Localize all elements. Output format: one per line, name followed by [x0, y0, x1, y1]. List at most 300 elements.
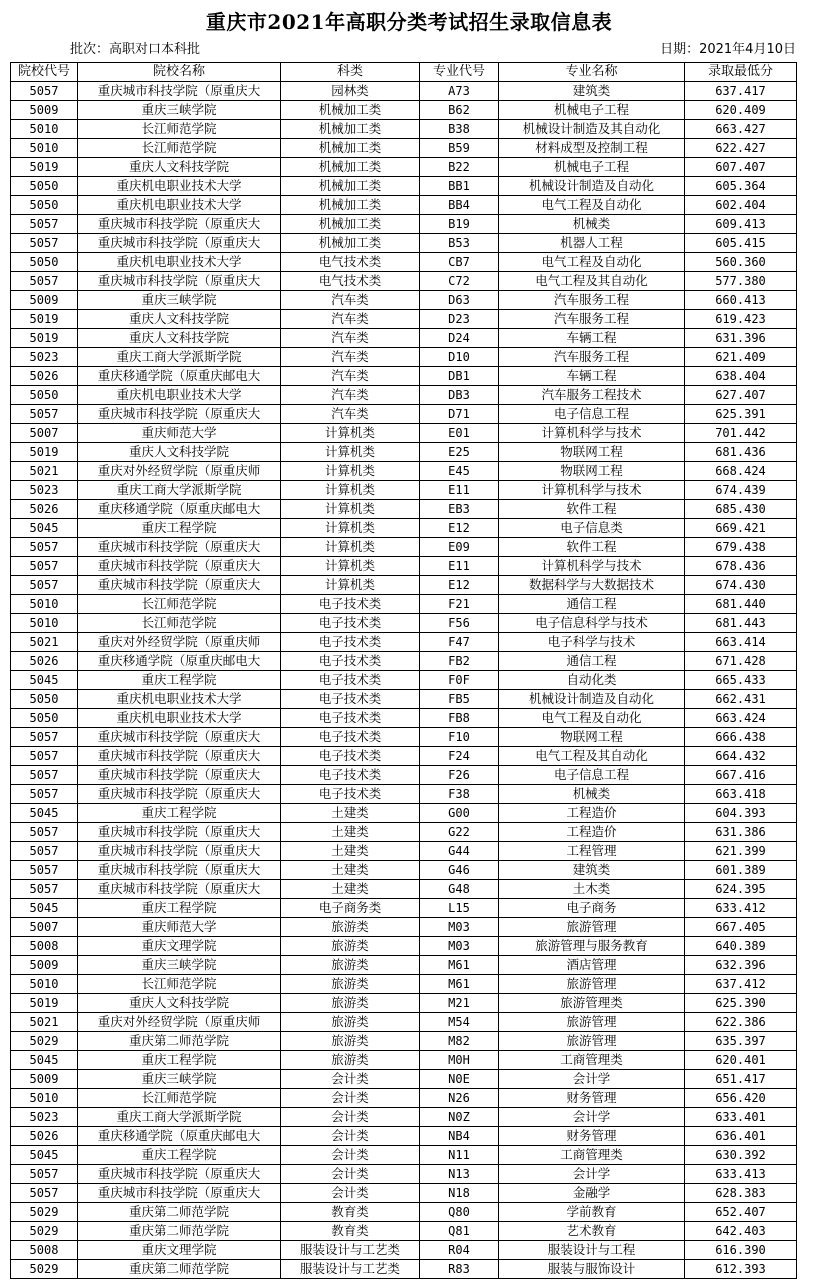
school-code-cell: 5057 [11, 538, 78, 557]
major-name-cell: 旅游管理 [499, 918, 685, 937]
school-name-cell: 长江师范学院 [78, 120, 281, 139]
table-row [11, 557, 797, 576]
min-score-cell: 605.364 [685, 177, 797, 196]
category-cell: 机械加工类 [281, 234, 420, 253]
min-score-cell: 674.430 [685, 576, 797, 595]
min-score-cell: 609.413 [685, 215, 797, 234]
school-code-cell: 5019 [11, 994, 78, 1013]
major-name-cell: 计算机科学与技术 [499, 424, 685, 443]
major-name-cell: 机械设计制造及自动化 [499, 690, 685, 709]
major-code-cell: DB1 [420, 367, 499, 386]
major-code-cell: F47 [420, 633, 499, 652]
table-row [11, 785, 797, 804]
min-score-cell: 685.430 [685, 500, 797, 519]
major-name-cell: 汽车服务工程技术 [499, 386, 685, 405]
category-cell: 土建类 [281, 880, 420, 899]
min-score-cell: 625.391 [685, 405, 797, 424]
school-name-cell: 长江师范学院 [78, 614, 281, 633]
table-row [11, 538, 797, 557]
min-score-cell: 637.417 [685, 82, 797, 101]
table-row [11, 671, 797, 690]
table-row [11, 1222, 797, 1241]
min-score-cell: 577.380 [685, 272, 797, 291]
school-code-cell: 5010 [11, 1089, 78, 1108]
school-name-cell: 重庆三峡学院 [78, 956, 281, 975]
category-cell: 土建类 [281, 804, 420, 823]
school-code-cell: 5026 [11, 652, 78, 671]
table-row [11, 481, 797, 500]
major-name-cell: 财务管理 [499, 1089, 685, 1108]
major-name-cell: 酒店管理 [499, 956, 685, 975]
category-cell: 电气技术类 [281, 253, 420, 272]
major-code-cell: E11 [420, 481, 499, 500]
table-row [11, 1108, 797, 1127]
major-code-cell: N18 [420, 1184, 499, 1203]
table-row [11, 1203, 797, 1222]
header-school-code: 院校代号 [11, 63, 78, 82]
min-score-cell: 620.409 [685, 101, 797, 120]
min-score-cell: 637.412 [685, 975, 797, 994]
table-row [11, 595, 797, 614]
school-name-cell: 重庆机电职业技术大学 [78, 690, 281, 709]
school-code-cell: 5057 [11, 823, 78, 842]
school-code-cell: 5019 [11, 329, 78, 348]
major-code-cell: D10 [420, 348, 499, 367]
major-code-cell: G46 [420, 861, 499, 880]
school-name-cell: 重庆第二师范学院 [78, 1260, 281, 1279]
category-cell: 机械加工类 [281, 139, 420, 158]
min-score-cell: 638.404 [685, 367, 797, 386]
major-name-cell: 会计学 [499, 1108, 685, 1127]
table-row [11, 272, 797, 291]
min-score-cell: 621.409 [685, 348, 797, 367]
major-code-cell: M21 [420, 994, 499, 1013]
major-code-cell: D23 [420, 310, 499, 329]
min-score-cell: 656.420 [685, 1089, 797, 1108]
major-code-cell: N26 [420, 1089, 499, 1108]
school-code-cell: 5029 [11, 1260, 78, 1279]
min-score-cell: 616.390 [685, 1241, 797, 1260]
major-code-cell: G22 [420, 823, 499, 842]
table-row [11, 215, 797, 234]
school-name-cell: 重庆城市科技学院（原重庆大 [78, 538, 281, 557]
major-code-cell: D24 [420, 329, 499, 348]
min-score-cell: 625.390 [685, 994, 797, 1013]
table-row [11, 633, 797, 652]
major-name-cell: 电子科学与技术 [499, 633, 685, 652]
min-score-cell: 681.443 [685, 614, 797, 633]
school-code-cell: 5026 [11, 500, 78, 519]
min-score-cell: 605.415 [685, 234, 797, 253]
school-name-cell: 重庆第二师范学院 [78, 1203, 281, 1222]
category-cell: 会计类 [281, 1146, 420, 1165]
school-name-cell: 重庆三峡学院 [78, 101, 281, 120]
category-cell: 服装设计与工艺类 [281, 1260, 420, 1279]
school-code-cell: 5050 [11, 253, 78, 272]
category-cell: 土建类 [281, 823, 420, 842]
category-cell: 旅游类 [281, 1013, 420, 1032]
table-row [11, 975, 797, 994]
school-name-cell: 重庆城市科技学院（原重庆大 [78, 785, 281, 804]
school-name-cell: 重庆城市科技学院（原重庆大 [78, 557, 281, 576]
school-code-cell: 5021 [11, 1013, 78, 1032]
major-name-cell: 车辆工程 [499, 367, 685, 386]
school-name-cell: 重庆城市科技学院（原重庆大 [78, 215, 281, 234]
major-name-cell: 汽车服务工程 [499, 291, 685, 310]
category-cell: 会计类 [281, 1184, 420, 1203]
school-code-cell: 5057 [11, 880, 78, 899]
min-score-cell: 674.439 [685, 481, 797, 500]
batch-label: 批次：高职对口本科批 [70, 42, 201, 57]
table-row [11, 158, 797, 177]
major-name-cell: 电气工程及其自动化 [499, 747, 685, 766]
major-code-cell: Q80 [420, 1203, 499, 1222]
min-score-cell: 663.414 [685, 633, 797, 652]
major-code-cell: L15 [420, 899, 499, 918]
min-score-cell: 604.393 [685, 804, 797, 823]
category-cell: 计算机类 [281, 576, 420, 595]
major-code-cell: A73 [420, 82, 499, 101]
major-code-cell: F24 [420, 747, 499, 766]
min-score-cell: 624.395 [685, 880, 797, 899]
min-score-cell: 667.405 [685, 918, 797, 937]
min-score-cell: 607.407 [685, 158, 797, 177]
category-cell: 汽车类 [281, 367, 420, 386]
table-row [11, 367, 797, 386]
major-code-cell: M82 [420, 1032, 499, 1051]
school-code-cell: 5023 [11, 481, 78, 500]
school-code-cell: 5045 [11, 1051, 78, 1070]
table-row [11, 1070, 797, 1089]
category-cell: 计算机类 [281, 500, 420, 519]
major-code-cell: E11 [420, 557, 499, 576]
min-score-cell: 660.413 [685, 291, 797, 310]
table-row [11, 386, 797, 405]
min-score-cell: 640.389 [685, 937, 797, 956]
category-cell: 机械加工类 [281, 120, 420, 139]
major-code-cell: N11 [420, 1146, 499, 1165]
school-name-cell: 重庆工商大学派斯学院 [78, 481, 281, 500]
school-code-cell: 5050 [11, 709, 78, 728]
school-code-cell: 5057 [11, 234, 78, 253]
major-code-cell: FB5 [420, 690, 499, 709]
school-code-cell: 5010 [11, 120, 78, 139]
school-code-cell: 5010 [11, 595, 78, 614]
major-code-cell: G48 [420, 880, 499, 899]
major-name-cell: 电气工程及自动化 [499, 196, 685, 215]
school-name-cell: 重庆三峡学院 [78, 1070, 281, 1089]
school-code-cell: 5009 [11, 291, 78, 310]
major-code-cell: N13 [420, 1165, 499, 1184]
min-score-cell: 667.416 [685, 766, 797, 785]
major-name-cell: 服装设计与工程 [499, 1241, 685, 1260]
page-title: 重庆市2021年高职分类考试招生录取信息表 [205, 10, 613, 34]
major-name-cell: 会计学 [499, 1165, 685, 1184]
school-name-cell: 重庆工程学院 [78, 519, 281, 538]
category-cell: 机械加工类 [281, 196, 420, 215]
school-name-cell: 重庆师范大学 [78, 424, 281, 443]
major-name-cell: 旅游管理与服务教育 [499, 937, 685, 956]
header-row [11, 63, 797, 82]
school-name-cell: 重庆对外经贸学院（原重庆师 [78, 1013, 281, 1032]
major-code-cell: F56 [420, 614, 499, 633]
school-code-cell: 5026 [11, 367, 78, 386]
category-cell: 计算机类 [281, 538, 420, 557]
school-name-cell: 重庆城市科技学院（原重庆大 [78, 1184, 281, 1203]
major-name-cell: 金融学 [499, 1184, 685, 1203]
major-name-cell: 机械电子工程 [499, 101, 685, 120]
table-row [11, 1260, 797, 1279]
school-code-cell: 5029 [11, 1222, 78, 1241]
school-name-cell: 重庆工商大学派斯学院 [78, 348, 281, 367]
school-code-cell: 5029 [11, 1032, 78, 1051]
table-row [11, 652, 797, 671]
major-name-cell: 机械设计制造及自动化 [499, 177, 685, 196]
category-cell: 会计类 [281, 1089, 420, 1108]
min-score-cell: 663.427 [685, 120, 797, 139]
major-name-cell: 材料成型及控制工程 [499, 139, 685, 158]
school-name-cell: 重庆城市科技学院（原重庆大 [78, 1165, 281, 1184]
major-code-cell: D63 [420, 291, 499, 310]
school-name-cell: 重庆工商大学派斯学院 [78, 1108, 281, 1127]
table-row [11, 310, 797, 329]
major-code-cell: NB4 [420, 1127, 499, 1146]
school-code-cell: 5008 [11, 1241, 78, 1260]
header-major-name: 专业名称 [499, 63, 685, 82]
category-cell: 旅游类 [281, 994, 420, 1013]
school-name-cell: 重庆师范大学 [78, 918, 281, 937]
major-code-cell: B53 [420, 234, 499, 253]
school-name-cell: 重庆第二师范学院 [78, 1032, 281, 1051]
major-name-cell: 艺术教育 [499, 1222, 685, 1241]
major-code-cell: E25 [420, 443, 499, 462]
table-row [11, 1165, 797, 1184]
school-code-cell: 5009 [11, 956, 78, 975]
min-score-cell: 668.424 [685, 462, 797, 481]
table-row [11, 861, 797, 880]
min-score-cell: 633.413 [685, 1165, 797, 1184]
major-name-cell: 物联网工程 [499, 443, 685, 462]
major-name-cell: 建筑类 [499, 861, 685, 880]
category-cell: 旅游类 [281, 937, 420, 956]
major-code-cell: FB2 [420, 652, 499, 671]
major-code-cell: EB3 [420, 500, 499, 519]
major-code-cell: BB1 [420, 177, 499, 196]
min-score-cell: 560.360 [685, 253, 797, 272]
min-score-cell: 628.383 [685, 1184, 797, 1203]
major-name-cell: 电气工程及其自动化 [499, 272, 685, 291]
category-cell: 电子技术类 [281, 785, 420, 804]
school-code-cell: 5057 [11, 557, 78, 576]
min-score-cell: 678.436 [685, 557, 797, 576]
category-cell: 计算机类 [281, 462, 420, 481]
min-score-cell: 620.401 [685, 1051, 797, 1070]
category-cell: 土建类 [281, 861, 420, 880]
major-name-cell: 机械电子工程 [499, 158, 685, 177]
school-name-cell: 重庆城市科技学院（原重庆大 [78, 82, 281, 101]
admission-table [10, 62, 797, 1279]
major-name-cell: 旅游管理 [499, 1013, 685, 1032]
table-row [11, 291, 797, 310]
table-row [11, 101, 797, 120]
major-name-cell: 车辆工程 [499, 329, 685, 348]
school-code-cell: 5007 [11, 424, 78, 443]
category-cell: 汽车类 [281, 386, 420, 405]
major-name-cell: 建筑类 [499, 82, 685, 101]
major-name-cell: 电子信息科学与技术 [499, 614, 685, 633]
major-name-cell: 通信工程 [499, 652, 685, 671]
major-code-cell: E01 [420, 424, 499, 443]
table-row [11, 823, 797, 842]
major-code-cell: E12 [420, 519, 499, 538]
min-score-cell: 621.399 [685, 842, 797, 861]
school-name-cell: 重庆工程学院 [78, 1051, 281, 1070]
school-code-cell: 5050 [11, 386, 78, 405]
table-row [11, 443, 797, 462]
category-cell: 计算机类 [281, 443, 420, 462]
school-code-cell: 5050 [11, 177, 78, 196]
table-row [11, 196, 797, 215]
major-code-cell: M61 [420, 975, 499, 994]
major-name-cell: 电子商务 [499, 899, 685, 918]
school-code-cell: 5057 [11, 842, 78, 861]
school-name-cell: 重庆城市科技学院（原重庆大 [78, 405, 281, 424]
school-name-cell: 重庆三峡学院 [78, 291, 281, 310]
major-code-cell: D71 [420, 405, 499, 424]
min-score-cell: 666.438 [685, 728, 797, 747]
major-name-cell: 工程管理 [499, 842, 685, 861]
table-row [11, 690, 797, 709]
school-name-cell: 重庆机电职业技术大学 [78, 177, 281, 196]
school-code-cell: 5010 [11, 614, 78, 633]
school-code-cell: 5021 [11, 633, 78, 652]
major-code-cell: F26 [420, 766, 499, 785]
major-name-cell: 物联网工程 [499, 462, 685, 481]
major-code-cell: E09 [420, 538, 499, 557]
school-name-cell: 重庆人文科技学院 [78, 158, 281, 177]
major-code-cell: B59 [420, 139, 499, 158]
table-row [11, 1032, 797, 1051]
min-score-cell: 665.433 [685, 671, 797, 690]
min-score-cell: 662.431 [685, 690, 797, 709]
school-name-cell: 重庆城市科技学院（原重庆大 [78, 842, 281, 861]
major-name-cell: 数据科学与大数据技术 [499, 576, 685, 595]
school-name-cell: 重庆城市科技学院（原重庆大 [78, 766, 281, 785]
major-code-cell: FB8 [420, 709, 499, 728]
category-cell: 计算机类 [281, 519, 420, 538]
school-code-cell: 5057 [11, 861, 78, 880]
major-name-cell: 财务管理 [499, 1127, 685, 1146]
school-name-cell: 重庆对外经贸学院（原重庆师 [78, 633, 281, 652]
school-name-cell: 重庆城市科技学院（原重庆大 [78, 272, 281, 291]
school-code-cell: 5057 [11, 1165, 78, 1184]
table-row [11, 1127, 797, 1146]
school-name-cell: 重庆对外经贸学院（原重庆师 [78, 462, 281, 481]
major-code-cell: F38 [420, 785, 499, 804]
table-row [11, 728, 797, 747]
category-cell: 机械加工类 [281, 215, 420, 234]
category-cell: 电子技术类 [281, 766, 420, 785]
category-cell: 旅游类 [281, 918, 420, 937]
table-row [11, 880, 797, 899]
table-row [11, 1051, 797, 1070]
school-name-cell: 重庆文理学院 [78, 937, 281, 956]
category-cell: 汽车类 [281, 329, 420, 348]
school-name-cell: 重庆人文科技学院 [78, 310, 281, 329]
table-row [11, 234, 797, 253]
header-major-code: 专业代号 [420, 63, 499, 82]
major-code-cell: M03 [420, 918, 499, 937]
school-code-cell: 5045 [11, 804, 78, 823]
school-name-cell: 重庆机电职业技术大学 [78, 709, 281, 728]
table-row [11, 614, 797, 633]
school-code-cell: 5050 [11, 690, 78, 709]
min-score-cell: 664.432 [685, 747, 797, 766]
category-cell: 电子技术类 [281, 728, 420, 747]
school-code-cell: 5057 [11, 405, 78, 424]
min-score-cell: 663.424 [685, 709, 797, 728]
school-code-cell: 5057 [11, 785, 78, 804]
category-cell: 会计类 [281, 1070, 420, 1089]
table-row [11, 576, 797, 595]
school-code-cell: 5007 [11, 918, 78, 937]
school-name-cell: 重庆人文科技学院 [78, 443, 281, 462]
major-name-cell: 学前教育 [499, 1203, 685, 1222]
school-name-cell: 重庆城市科技学院（原重庆大 [78, 576, 281, 595]
category-cell: 电子技术类 [281, 747, 420, 766]
min-score-cell: 642.403 [685, 1222, 797, 1241]
table-row [11, 120, 797, 139]
major-name-cell: 电子信息类 [499, 519, 685, 538]
min-score-cell: 602.404 [685, 196, 797, 215]
school-name-cell: 重庆文理学院 [78, 1241, 281, 1260]
min-score-cell: 612.393 [685, 1260, 797, 1279]
school-name-cell: 重庆城市科技学院（原重庆大 [78, 747, 281, 766]
category-cell: 服装设计与工艺类 [281, 1241, 420, 1260]
major-code-cell: E12 [420, 576, 499, 595]
major-code-cell: F0F [420, 671, 499, 690]
school-name-cell: 重庆工程学院 [78, 899, 281, 918]
table-row [11, 82, 797, 101]
min-score-cell: 619.423 [685, 310, 797, 329]
min-score-cell: 652.407 [685, 1203, 797, 1222]
major-name-cell: 电子信息工程 [499, 766, 685, 785]
category-cell: 计算机类 [281, 481, 420, 500]
min-score-cell: 669.421 [685, 519, 797, 538]
school-name-cell: 重庆人文科技学院 [78, 994, 281, 1013]
min-score-cell: 632.396 [685, 956, 797, 975]
school-name-cell: 重庆移通学院（原重庆邮电大 [78, 367, 281, 386]
school-name-cell: 长江师范学院 [78, 1089, 281, 1108]
major-code-cell: R04 [420, 1241, 499, 1260]
school-code-cell: 5010 [11, 139, 78, 158]
table-row [11, 937, 797, 956]
min-score-cell: 601.389 [685, 861, 797, 880]
category-cell: 机械加工类 [281, 158, 420, 177]
category-cell: 土建类 [281, 842, 420, 861]
school-code-cell: 5010 [11, 975, 78, 994]
table-row [11, 139, 797, 158]
school-code-cell: 5057 [11, 1184, 78, 1203]
school-name-cell: 重庆移通学院（原重庆邮电大 [78, 1127, 281, 1146]
major-code-cell: DB3 [420, 386, 499, 405]
category-cell: 电子技术类 [281, 652, 420, 671]
category-cell: 旅游类 [281, 975, 420, 994]
school-name-cell: 长江师范学院 [78, 139, 281, 158]
major-name-cell: 工商管理类 [499, 1146, 685, 1165]
table-row [11, 329, 797, 348]
table-row [11, 842, 797, 861]
